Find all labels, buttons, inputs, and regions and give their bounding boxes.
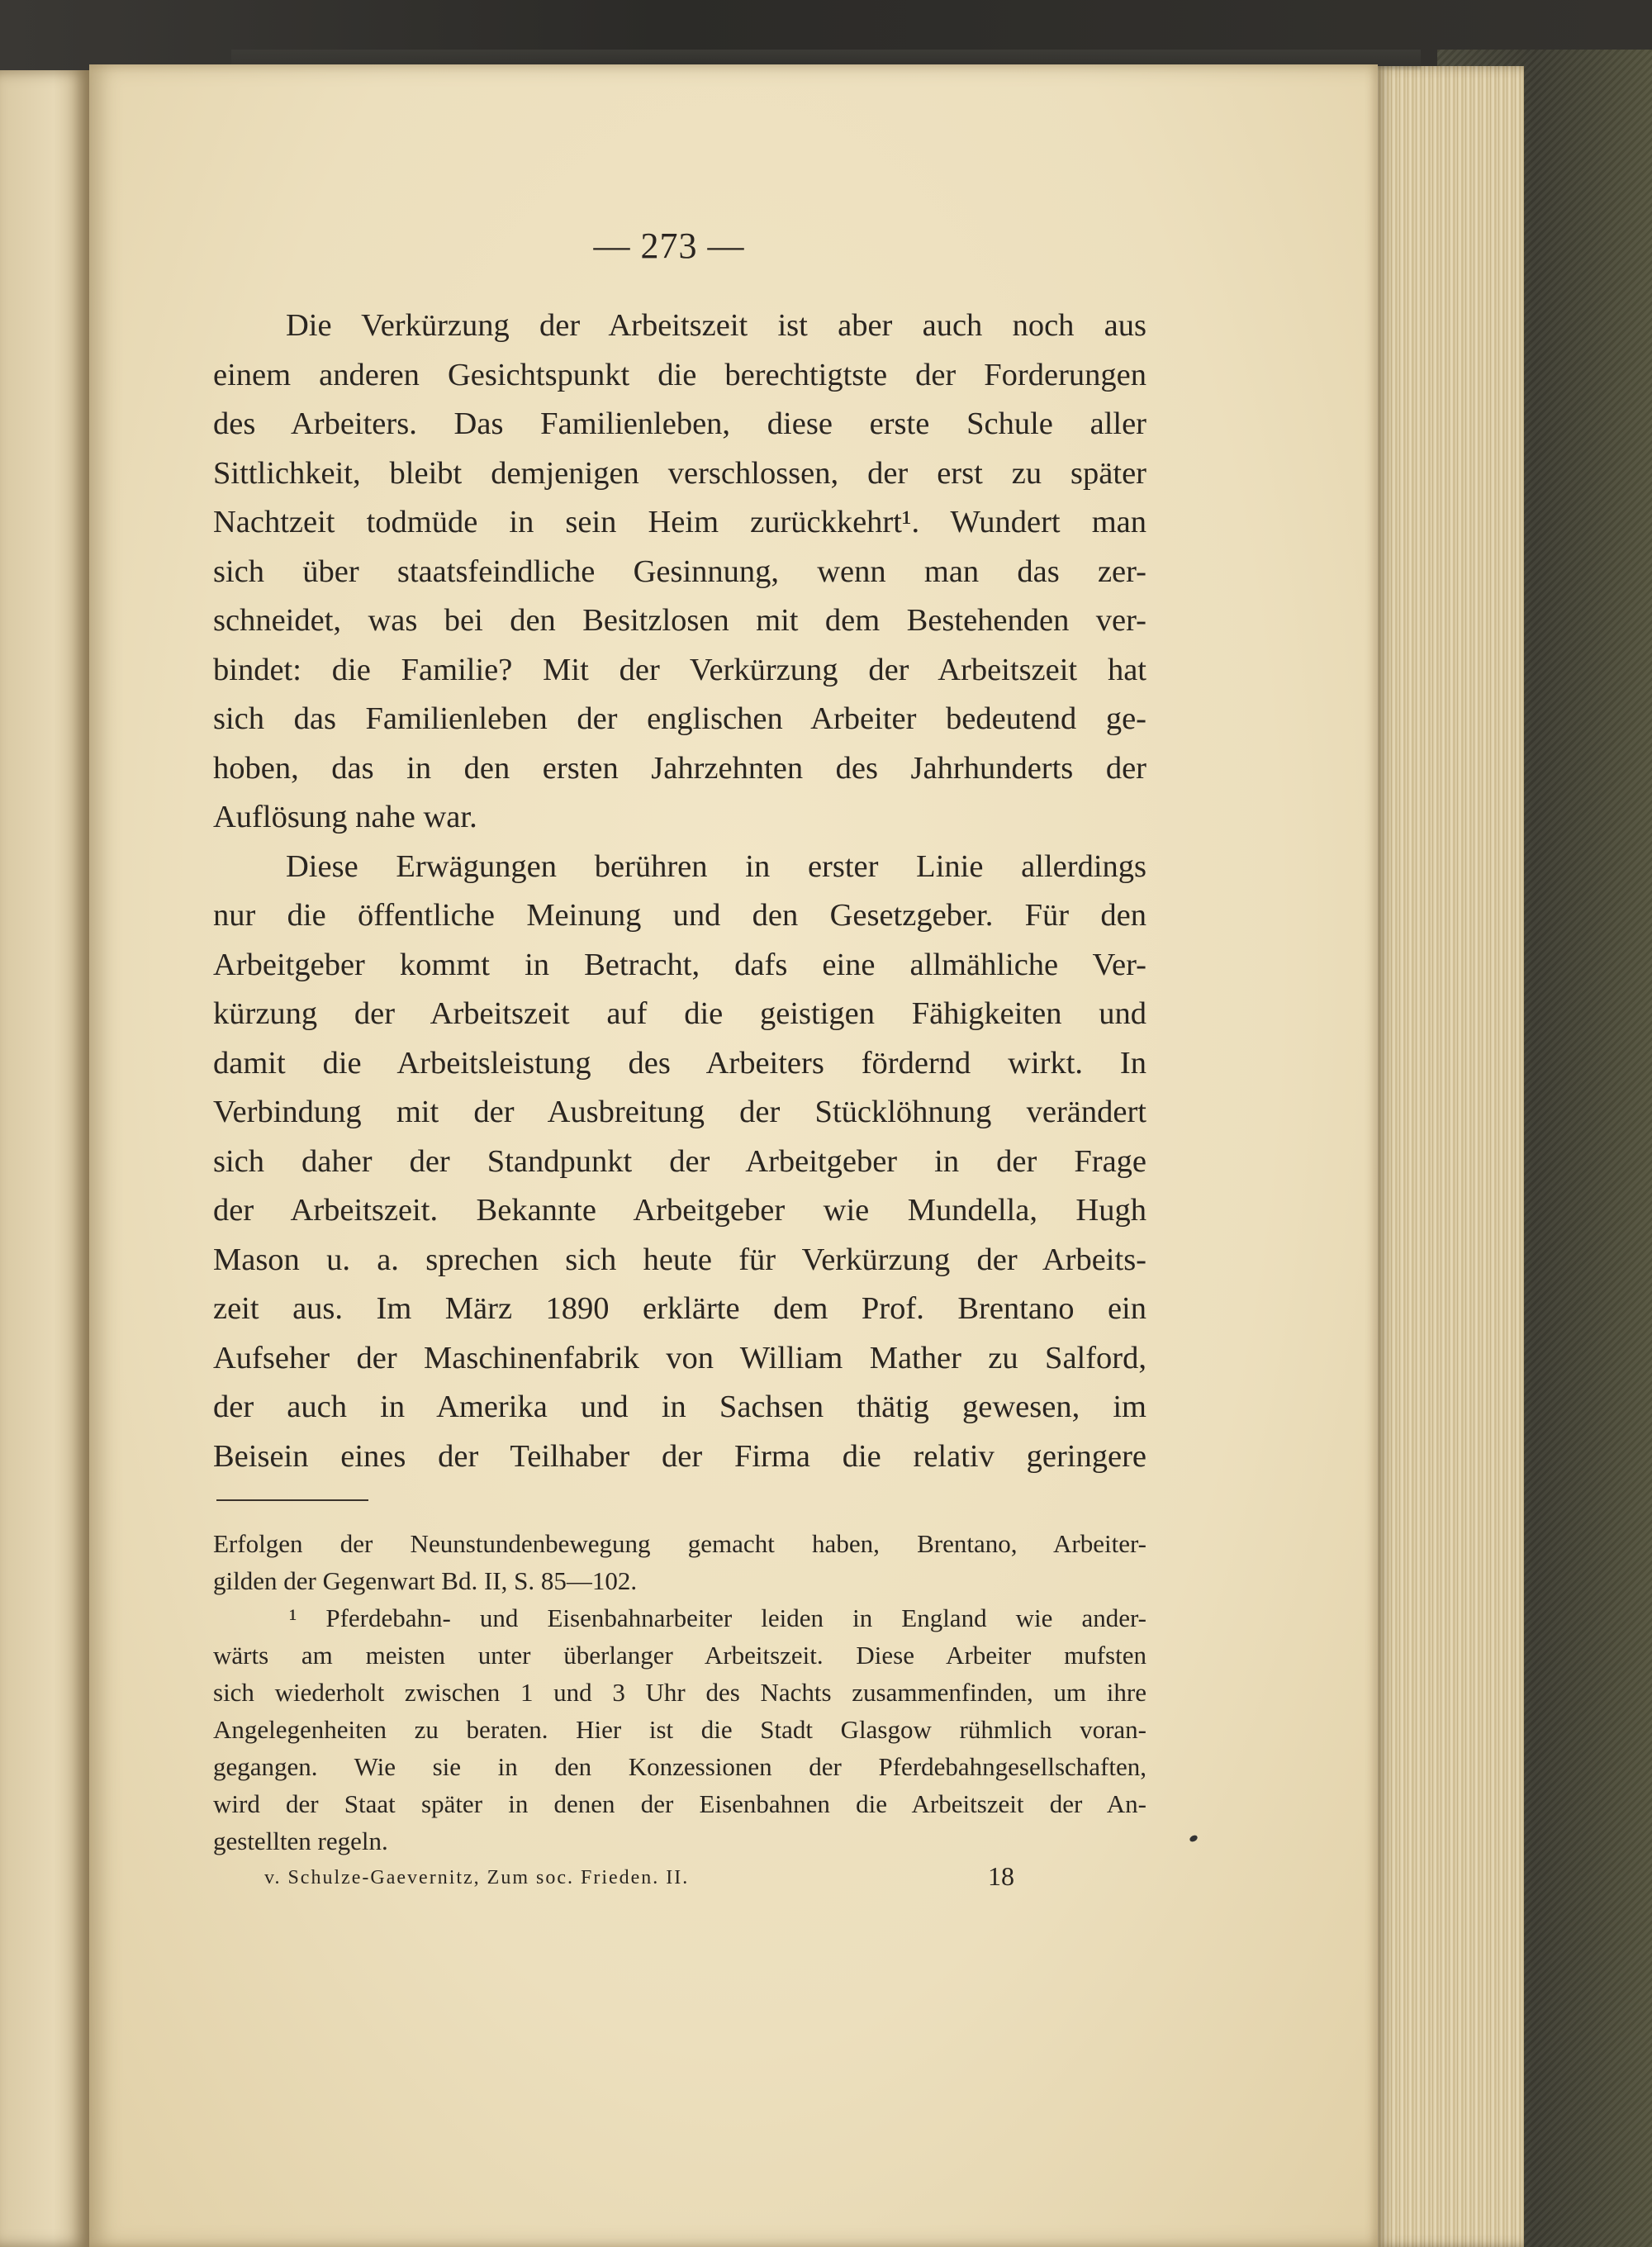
body-line: Verbindung mit der Ausbreitung der Stücklöhnung verändert xyxy=(213,1095,1146,1129)
body-line: damit die Arbeitsleistung des Arbeiters fördernd wirkt. In xyxy=(213,1045,1146,1081)
body-line: hoben, das in den ersten Jahrzehnten des Jahrhunderts der xyxy=(213,750,1146,786)
previous-page-edge xyxy=(0,70,89,2247)
body-line: Auflösung nahe war. xyxy=(213,800,477,834)
body-line: der auch in Amerika und in Sachsen thätig gewesen, im xyxy=(213,1390,1146,1424)
body-line: des Arbeiters. Das Familienleben, diese erste Schule aller xyxy=(213,406,1146,441)
body-line: Beisein eines der Teilhaber der Firma die relativ geringere xyxy=(213,1438,1146,1474)
body-line: Aufseher der Maschinenfabrik von William Mather zu Salford, xyxy=(213,1340,1146,1375)
footnote-rule xyxy=(216,1499,368,1501)
body-line: nur die öffentliche Meinung und den Gesetzgeber. Für den xyxy=(213,898,1146,933)
body-text xyxy=(213,302,1146,1481)
footnote-line: Angelegenheiten zu beraten. Hier ist die Stadt Glasgow rühmlich voran- xyxy=(213,1715,1146,1744)
footnote-line: gegangen. Wie sie in den Konzessionen der Pferdebahngesellschaften, xyxy=(213,1752,1146,1781)
page-number: — 273 — xyxy=(593,226,745,266)
footnote-line: wird der Staat später in denen der Eisenbahnen die Arbeitszeit der An- xyxy=(213,1789,1146,1818)
body-line: sich über staatsfeindliche Gesinnung, wenn man das zer- xyxy=(213,553,1146,589)
body-line: Diese Erwägungen berühren in erster Linie allerdings xyxy=(286,848,1146,884)
footnote-line: sich wiederholt zwischen 1 und 3 Uhr des Nachts zusammenfinden, um ihre xyxy=(213,1678,1146,1707)
body-line: zeit aus. Im März 1890 erklärte dem Prof. Brentano ein xyxy=(213,1291,1146,1326)
body-line: Sittlichkeit, bleibt demjenigen verschlossen, der erst zu später xyxy=(213,455,1146,491)
body-line: kürzung der Arbeitszeit auf die geistigen Fähigkeiten und xyxy=(213,996,1146,1031)
body-line: sich daher der Standpunkt der Arbeitgeber in der Frage xyxy=(213,1143,1146,1179)
footnote-line: wärts am meisten unter überlanger Arbeitszeit. Diese Arbeiter mufsten xyxy=(213,1641,1146,1670)
sheet-number: 18 xyxy=(988,1861,1014,1891)
body-line: schneidet, was bei den Besitzlosen mit dem Bestehenden ver- xyxy=(213,603,1146,638)
body-line: der Arbeitszeit. Bekannte Arbeitgeber wie Mundella, Hugh xyxy=(213,1193,1146,1228)
footnote-line: Erfolgen der Neunstundenbewegung gemacht haben, Brentano, Arbeiter- xyxy=(213,1529,1146,1558)
body-line: einem anderen Gesichtspunkt die berechtigtste der Forderungen xyxy=(213,357,1146,392)
page-edges xyxy=(1375,66,1524,2247)
signature-line: v. Schulze-Gaevernitz, Zum soc. Frieden. II. xyxy=(264,1867,690,1888)
footnote-line: gilden der Gegenwart Bd. II, S. 85—102. xyxy=(213,1566,638,1595)
body-line: Die Verkürzung der Arbeitszeit ist aber auch noch aus xyxy=(286,308,1146,343)
body-line: Mason u. a. sprechen sich heute für Verkürzung der Arbeits- xyxy=(213,1242,1146,1277)
footnotes xyxy=(213,1525,1146,1860)
footnote-line: ¹ Pferdebahn- und Eisenbahnarbeiter leiden in England wie ander- xyxy=(289,1603,1146,1632)
body-line: sich das Familienleben der englischen Arbeiter bedeutend ge- xyxy=(213,701,1146,736)
footnote-line: gestellten regeln. xyxy=(213,1827,388,1855)
body-line: Arbeitgeber kommt in Betracht, dafs eine allmähliche Ver- xyxy=(213,947,1146,982)
body-line: Nachtzeit todmüde in sein Heim zurückkehrt¹. Wundert man xyxy=(213,505,1146,539)
body-line: bindet: die Familie? Mit der Verkürzung der Arbeitszeit hat xyxy=(213,652,1146,687)
